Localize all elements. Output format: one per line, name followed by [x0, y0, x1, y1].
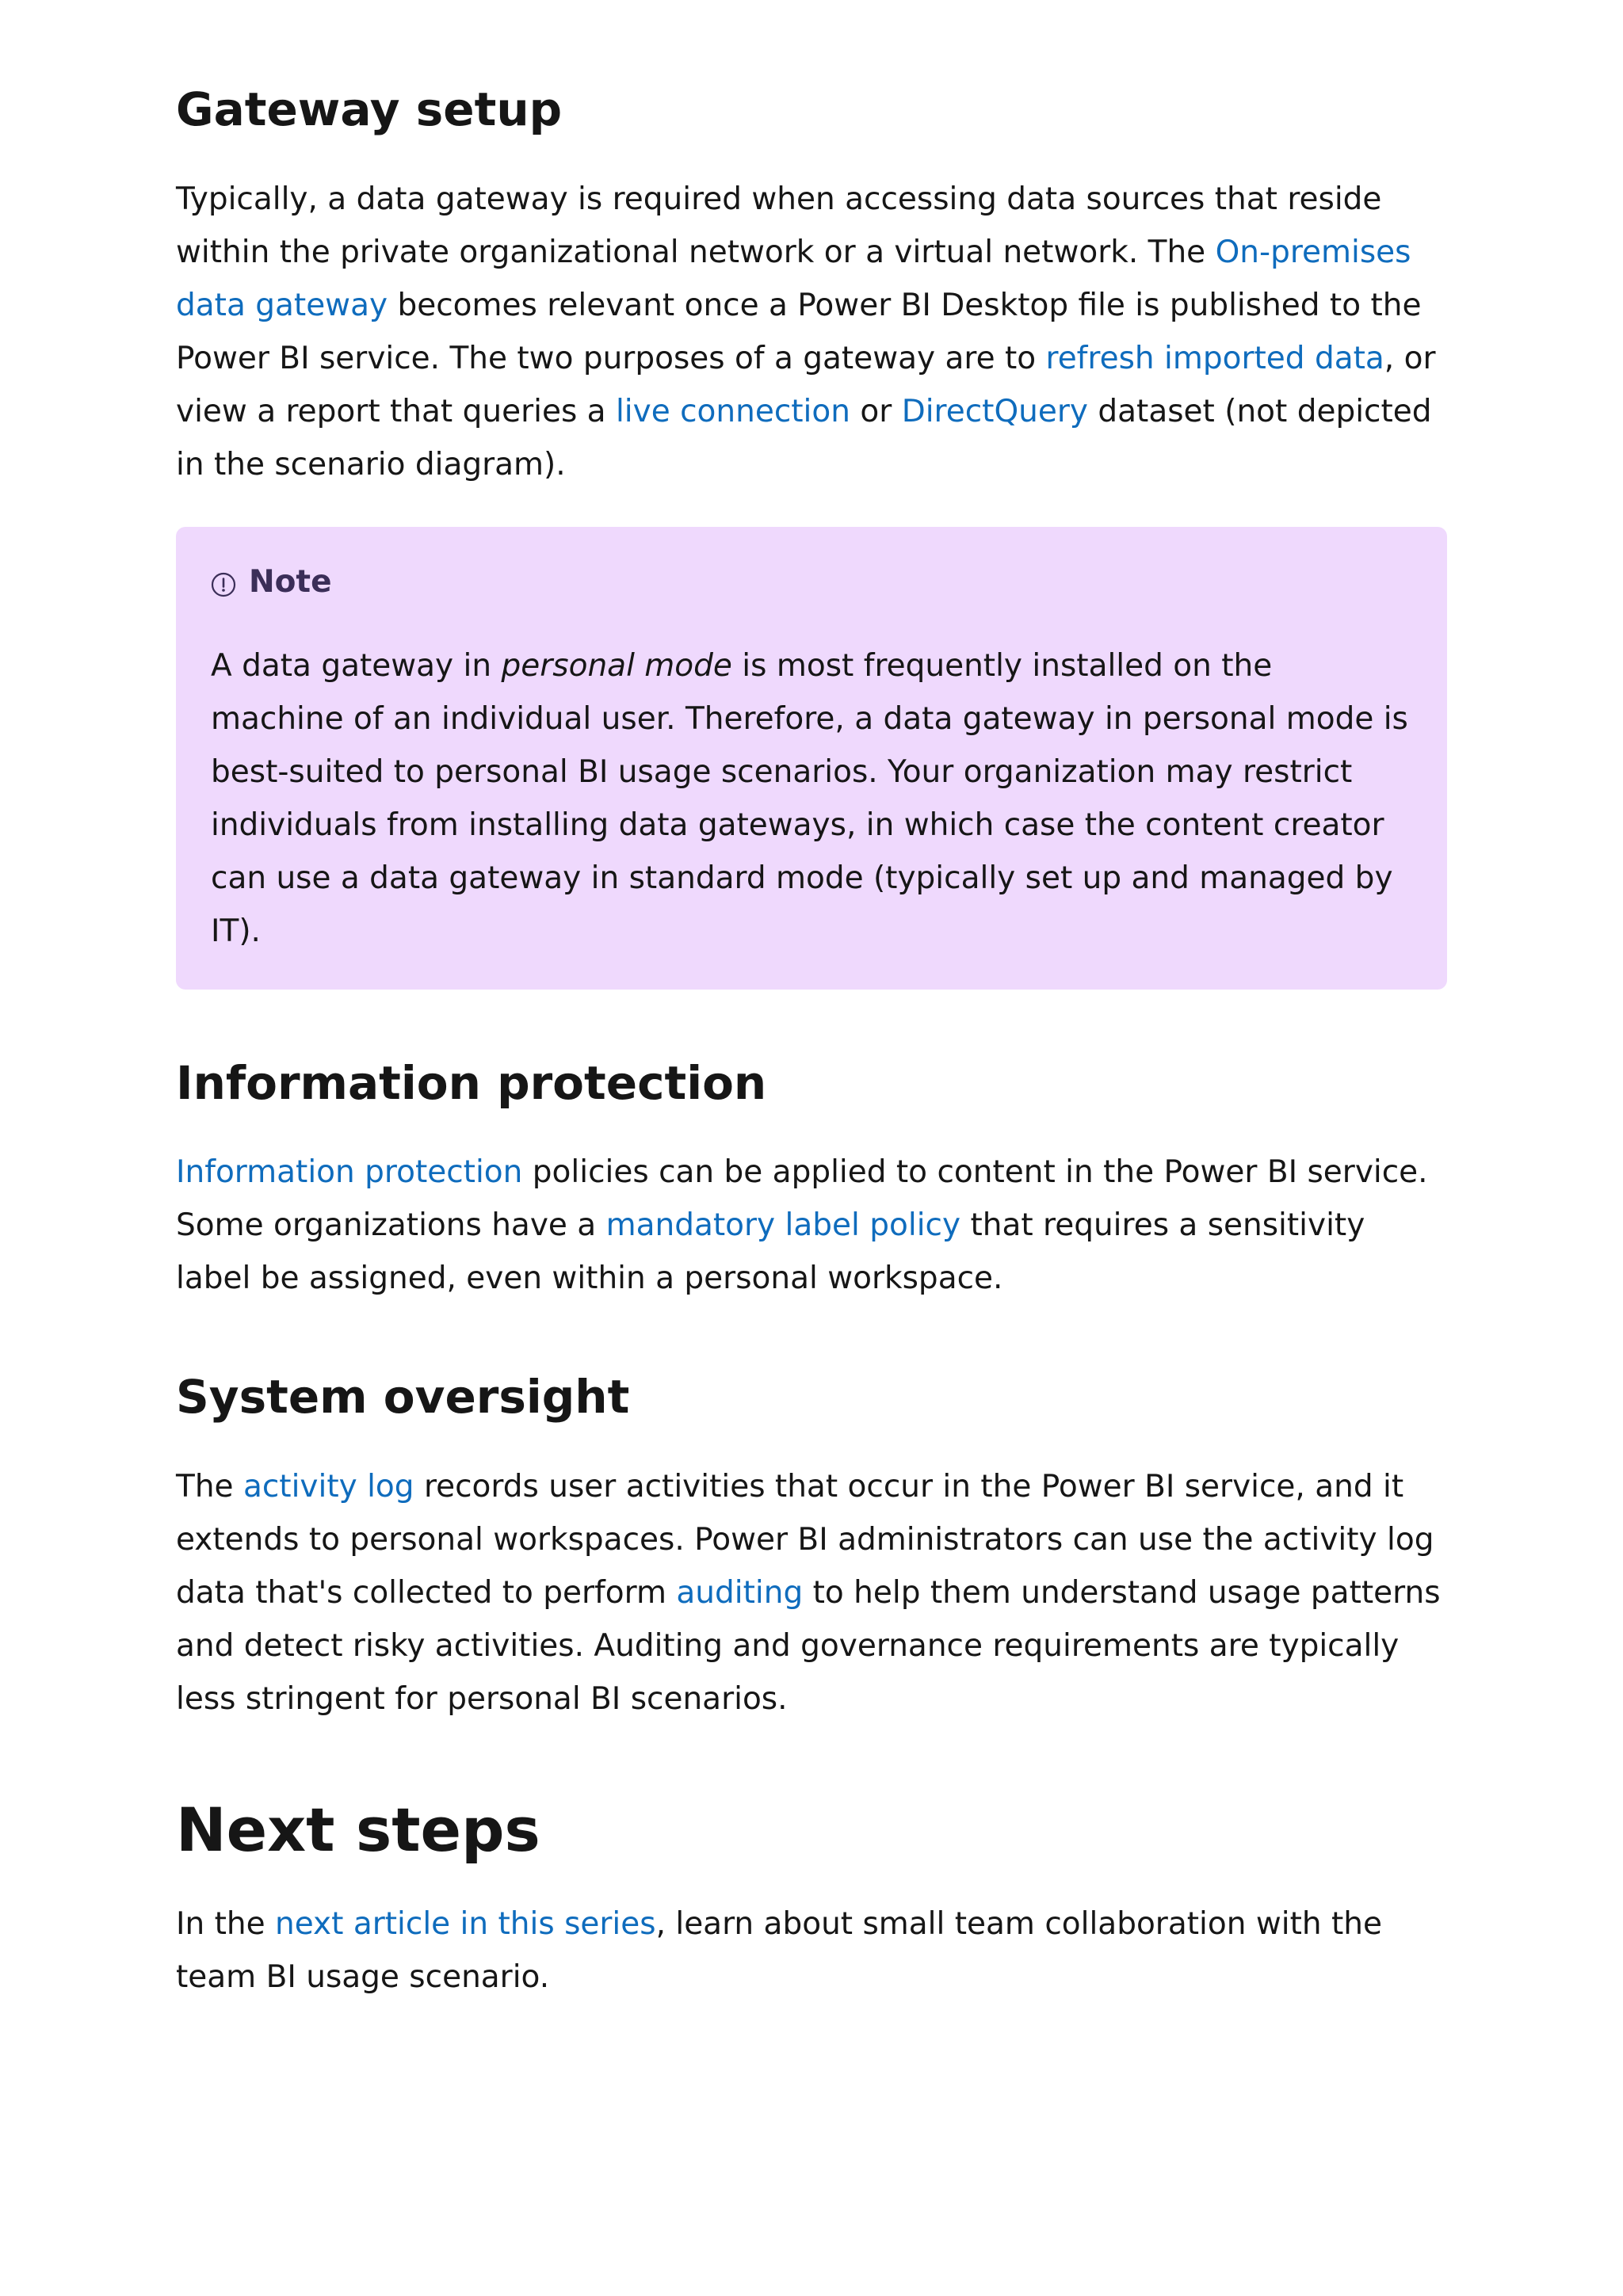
paragraph-gateway-setup — [176, 173, 1447, 491]
paragraph-next-steps — [176, 1897, 1447, 2004]
link-information-protection[interactable]: Information protection — [176, 1154, 523, 1191]
link-refresh-imported-data[interactable]: refresh imported data — [1045, 340, 1384, 376]
text-run: to help them understand usage patterns and detect risky activities. Auditing and governance requirements are typically less stringent for personal BI scenarios. — [176, 1574, 1441, 1717]
note-callout — [176, 527, 1447, 990]
text-run: In the — [176, 1905, 276, 1942]
text-run: is most frequently installed on the machine of an individual user. Therefore, a data gateway in personal mode is best-suited to personal BI usage scenarios. Your organization may restrict individuals from installing data gateways, in which case the content creator can use a data gateway in standard mode (typically set up and managed by IT). — [211, 647, 1408, 949]
text-run: The — [176, 1468, 243, 1505]
text-run: , or view a report that queries a — [176, 340, 1436, 429]
heading-information-protection: Information protection — [176, 1055, 767, 1110]
emphasis-personal-mode: personal mode — [501, 647, 732, 684]
link-on-premises-data-gateway[interactable]: On-premises data gateway — [176, 234, 1411, 323]
paragraph-information-protection — [176, 1146, 1447, 1305]
text-run: dataset (not depicted in the scenario diagram). — [176, 393, 1432, 482]
link-next-article[interactable]: next article in this series — [275, 1905, 656, 1942]
link-activity-log[interactable]: activity log — [242, 1468, 414, 1505]
link-mandatory-label-policy[interactable]: mandatory label policy — [605, 1207, 961, 1244]
heading-gateway-setup: Gateway setup — [176, 82, 563, 136]
heading-system-oversight: System oversight — [176, 1370, 630, 1425]
text-run: A data gateway in — [211, 647, 502, 684]
text-run: , learn about small team collaboration with the team BI usage scenario. — [176, 1905, 1382, 1995]
note-title — [211, 560, 1412, 605]
text-run: that requires a sensitivity label be assigned, even within a personal workspace. — [176, 1207, 1365, 1297]
text-run: becomes relevant once a Power BI Desktop file is published to the Power BI service. The two purposes of a gateway are to — [176, 287, 1422, 376]
link-live-connection[interactable]: live connection — [615, 393, 850, 429]
link-auditing[interactable]: auditing — [676, 1574, 804, 1611]
text-run: policies can be applied to content in the Power BI service. Some organizations have a — [176, 1154, 1428, 1244]
text-run: Typically, a data gateway is required when accessing data sources that reside within the private organizational network or a virtual network. The — [176, 181, 1382, 270]
heading-next-steps: Next steps — [176, 1794, 540, 1865]
note-title-label: Note — [249, 564, 332, 601]
note-body — [211, 639, 1412, 958]
paragraph-system-oversight — [176, 1460, 1447, 1726]
text-run: or — [850, 393, 902, 429]
link-directquery[interactable]: DirectQuery — [901, 393, 1088, 429]
text-run: records user activities that occur in the Power BI service, and it extends to personal workspaces. Power BI administrators can use the activity log data that's collected to perform — [176, 1468, 1434, 1611]
info-circle-icon — [211, 570, 236, 595]
